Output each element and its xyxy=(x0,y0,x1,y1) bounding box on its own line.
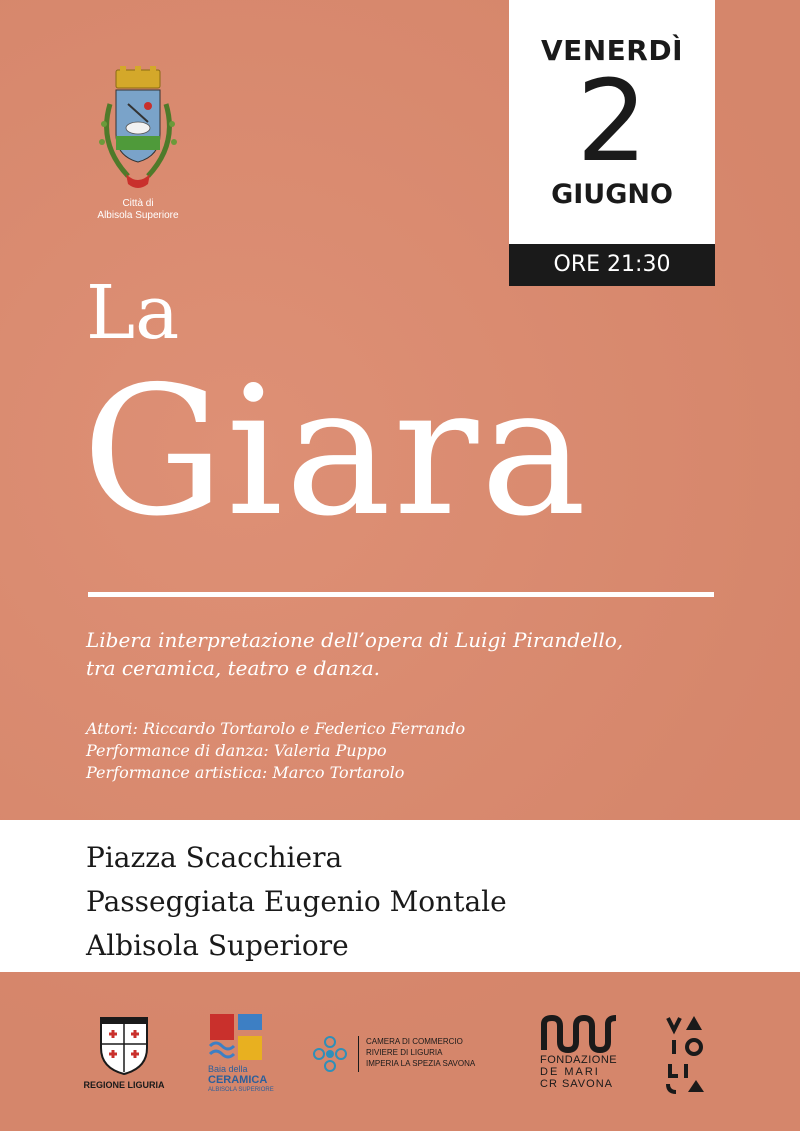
fondazione-line3: CR SAVONA xyxy=(540,1078,613,1090)
camera-text xyxy=(366,1036,475,1069)
sponsor-regione-liguria xyxy=(78,1012,170,1096)
camera-line1: CAMERA DI COMMERCIO xyxy=(366,1037,463,1046)
venue-band xyxy=(0,820,800,972)
date-day: 2 xyxy=(576,57,648,187)
crest-caption-line2: Albisola Superiore xyxy=(97,210,179,221)
crest-caption-line1: Città di xyxy=(122,198,154,209)
date-weekday: VENERDÌ xyxy=(540,34,684,67)
time-box: ORE 21:30 xyxy=(509,244,715,286)
camera-line2: RIVIERE DI LIGURIA xyxy=(366,1048,443,1057)
crest-caption xyxy=(88,198,188,222)
subtitle xyxy=(86,626,746,682)
date-box xyxy=(509,0,715,244)
title-giara: Giara xyxy=(82,348,589,555)
fondazione-line1: FONDAZIONE xyxy=(540,1054,618,1066)
camera-divider xyxy=(358,1036,359,1072)
title-rule xyxy=(88,592,714,597)
venue-line1: Piazza Scacchiera xyxy=(86,841,343,874)
town-crest xyxy=(88,64,188,230)
sponsor-maiolica xyxy=(664,1014,716,1094)
town-crest-icon xyxy=(88,64,188,194)
sponsor-baia-ceramica xyxy=(208,1012,278,1102)
venue-line2: Passeggiata Eugenio Montale xyxy=(86,885,507,918)
credit-actors: Attori: Riccardo Tortarolo e Federico Ferrando xyxy=(86,719,466,738)
venue-line3: Albisola Superiore xyxy=(86,929,349,962)
title-la: La xyxy=(86,270,180,356)
subtitle-line1: Libera interpretazione dell’opera di Luigi Pirandello, xyxy=(86,628,624,652)
sponsor-camera-commercio xyxy=(310,1034,510,1074)
baia-ceramica-logo-icon xyxy=(208,1012,266,1064)
camera-line3: IMPERIA LA SPEZIA SAVONA xyxy=(366,1059,476,1068)
fondazione-wave-logo-icon xyxy=(540,1014,620,1054)
credit-art: Performance artistica: Marco Tortarolo xyxy=(86,763,405,782)
regione-liguria-shield-icon xyxy=(97,1012,151,1076)
date-month: GIUGNO xyxy=(551,179,673,210)
credits xyxy=(86,718,746,784)
baia-line2: CERAMICA xyxy=(208,1074,268,1086)
subtitle-line2: tra ceramica, teatro e danza. xyxy=(86,656,381,680)
baia-line1: Baia della xyxy=(208,1064,248,1074)
baia-line3: ALBISOLA SUPERIORE xyxy=(208,1087,274,1093)
fondazione-line2: DE MARI xyxy=(540,1066,600,1078)
credit-dance: Performance di danza: Valeria Puppo xyxy=(86,741,387,760)
camera-commercio-logo-icon xyxy=(310,1034,350,1074)
sponsor-fondazione xyxy=(540,1014,624,1098)
regione-label: REGIONE LIGURIA xyxy=(83,1080,165,1090)
maiolica-logo-icon xyxy=(664,1014,716,1094)
